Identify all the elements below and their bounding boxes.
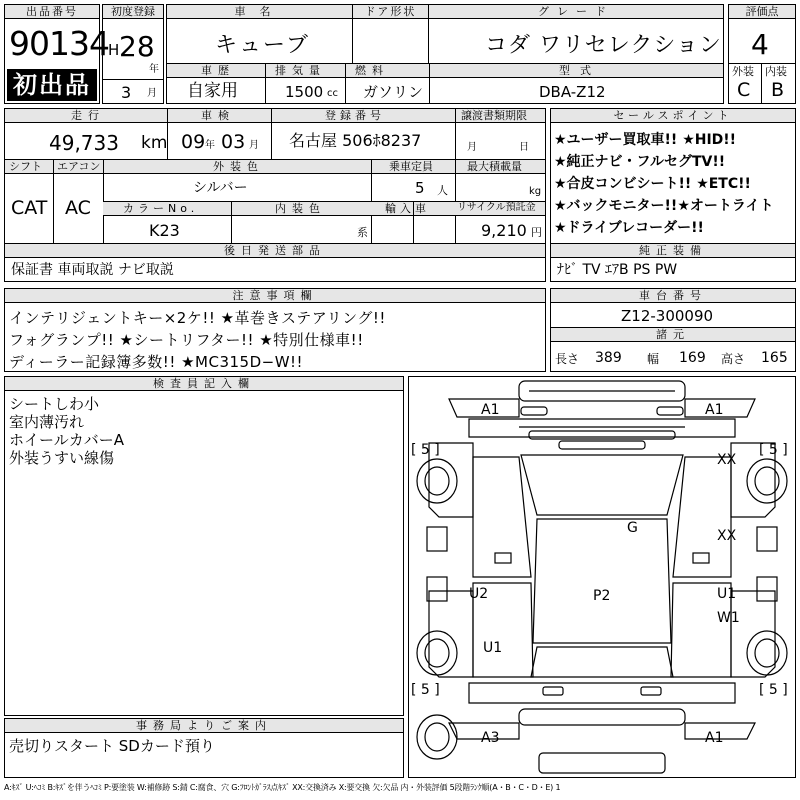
mark-right-rear-2: W1 xyxy=(717,610,740,626)
inspection-month: 03 xyxy=(221,131,246,153)
mark-rear-right: A1 xyxy=(705,730,724,746)
color-no-label: カラーNo. xyxy=(123,202,199,215)
year-unit: 年 xyxy=(149,64,159,75)
inspector-line: 外装うすい線傷 xyxy=(9,449,115,467)
inspection-label: 車検 xyxy=(201,109,235,122)
registration-box xyxy=(102,4,164,104)
car-outline xyxy=(409,377,795,777)
chassis-label: 車台番号 xyxy=(551,289,795,303)
displacement-value: 1500 xyxy=(285,83,324,101)
model-value: DBA-Z12 xyxy=(539,83,606,101)
plate-label: 登録番号 xyxy=(325,109,385,122)
lot-box xyxy=(4,4,109,104)
sales-line: ★合皮コンビシート!! ★ETC!! xyxy=(554,176,751,192)
color-value: シルバー xyxy=(193,180,248,196)
ac-value: AC xyxy=(65,197,91,219)
height-label: 高さ xyxy=(721,352,746,366)
transfer-label: 譲渡書類期限 xyxy=(461,109,527,122)
dims-label: 諸元 xyxy=(551,328,795,342)
inspection-year: 09 xyxy=(181,131,206,153)
sales-line: ★ユーザー買取車!! ★HID!! xyxy=(554,132,737,148)
inspection-year-unit: 年 xyxy=(205,140,215,151)
inspector-line: ホイールカバーA xyxy=(9,431,124,449)
mark-rear-left: A3 xyxy=(481,730,500,746)
kg-unit: kg xyxy=(529,186,542,197)
footer-legend: A:ｷｽﾞ U:ﾍｺﾐ B:ｷｽﾞを伴うﾍｺﾐ P:要塗装 W:補修跡 S:錆 C:腐食、穴 G:ﾌﾛﾝﾄｶﾞﾗｽ点ｷｽﾞ XX:交換済み X:要交換 欠:欠品 内・外装評価 5段階ﾗﾝｸ順(A・B・C・D・E) 1 xyxy=(4,783,561,792)
recycle-label: リサイクル預託金 xyxy=(457,202,536,213)
registration-label: 初度登録 xyxy=(103,5,163,19)
lot-label: 出品番号 xyxy=(5,5,99,19)
mileage-label: 走行 xyxy=(71,109,105,122)
mark-right-bottom: [ 5 ] xyxy=(759,682,788,698)
sales-line: ★バックモニター!!★オートライト xyxy=(554,198,774,214)
yen-unit: 円 xyxy=(531,226,542,239)
later-parts-value: 保証書 車両取説 ナビ取説 xyxy=(11,262,174,278)
shift-value: CAT xyxy=(11,197,48,219)
person-unit: 人 xyxy=(437,184,448,197)
exterior-label: 外装 xyxy=(732,65,754,78)
office-label: 事務局よりご案内 xyxy=(5,719,403,733)
capacity-value: 5 xyxy=(415,179,425,197)
mark-front-right: A1 xyxy=(705,402,724,418)
color-no-value: K23 xyxy=(149,221,180,240)
mark-left-rear: U2 xyxy=(469,586,489,602)
chassis-number: Z12-300090 xyxy=(621,307,714,325)
registration-month: 3 xyxy=(121,83,132,102)
int-color-label: 内装色 xyxy=(275,202,326,215)
mark-left-bottom: [ 5 ] xyxy=(411,682,440,698)
sales-points xyxy=(554,129,773,239)
plate-value: 名古屋 506ﾎ8237 xyxy=(289,131,422,150)
shift-label: シフト xyxy=(9,160,42,173)
model-label: 型式 xyxy=(559,64,601,77)
score-box xyxy=(728,4,796,104)
later-parts-label: 後日発送部品 xyxy=(5,244,545,258)
car-diagram xyxy=(408,376,796,778)
car-name: キューブ xyxy=(215,33,310,58)
load-label: 最大積載量 xyxy=(467,160,522,173)
mark-windshield: G xyxy=(627,520,638,536)
fuel-label: 燃料 xyxy=(355,64,389,77)
note-line: ディーラー記録簿多数!! ★MC315D−W!! xyxy=(9,353,304,371)
cc-unit: cc xyxy=(327,88,338,99)
exterior-grade: C xyxy=(737,79,751,101)
door-label: ドア形状 xyxy=(353,5,428,19)
mark-front-left: A1 xyxy=(481,402,500,418)
month-unit: 月 xyxy=(147,88,157,99)
registration-year: 28 xyxy=(119,30,155,63)
sales-line: ★ドライブレコーダー!! xyxy=(554,220,704,236)
fuel-value: ガソリン xyxy=(363,83,424,101)
sales-box xyxy=(550,108,796,282)
mark-left-top: [ 5 ] xyxy=(411,442,440,458)
details-box xyxy=(4,108,546,282)
equipment-value: ﾅﾋﾞ TV ｴｱB PS PW xyxy=(557,262,678,278)
inspector-box xyxy=(4,376,404,716)
chassis-box xyxy=(550,288,796,372)
history-value: 自家用 xyxy=(187,81,238,101)
notes-box xyxy=(4,288,546,372)
width-value: 169 xyxy=(679,350,706,366)
inspector-line: シートしわ小 xyxy=(9,395,100,413)
sales-line: ★純正ナビ・フルセグTV!! xyxy=(554,154,726,170)
width-label: 幅 xyxy=(647,352,660,366)
mark-left-wheel: U1 xyxy=(483,640,503,656)
displacement-label: 排気量 xyxy=(275,64,326,77)
transfer-day-unit: 日 xyxy=(519,142,529,153)
history-label: 車歴 xyxy=(201,64,235,77)
mark-right-top: [ 5 ] xyxy=(759,442,788,458)
length-value: 389 xyxy=(595,350,622,366)
ac-label: エアコン xyxy=(57,160,101,173)
mileage-value: 49,733 xyxy=(49,131,119,155)
recycle-value: 9,210 xyxy=(481,221,527,240)
mark-right-door: XX xyxy=(717,528,737,544)
import-label: 輸入車 xyxy=(385,202,430,215)
mark-roof: P2 xyxy=(593,588,611,604)
note-line: インテリジェントキー×2ケ!! ★革巻きステアリング!! xyxy=(9,309,386,327)
int-color-unit: 系 xyxy=(357,226,368,239)
inspector-line: 室内薄汚れ xyxy=(9,413,85,431)
car-info-box xyxy=(166,4,724,104)
first-listing-text: 初出品 xyxy=(13,71,91,99)
interior-label: 内装 xyxy=(765,65,787,78)
sales-label: セールスポイント xyxy=(551,109,795,123)
office-box xyxy=(4,718,404,778)
capacity-label: 乗車定員 xyxy=(389,160,433,173)
height-value: 165 xyxy=(761,350,788,366)
note-line: フォグランプ!! ★シートリフター!! ★特別仕様車!! xyxy=(9,331,364,349)
equipment-label: 純正装備 xyxy=(551,244,795,258)
inspector-label: 検査員記入欄 xyxy=(5,377,403,391)
score-label: 評価点 xyxy=(729,5,795,19)
grade-value: コダ ワリセレクション xyxy=(485,33,722,58)
grade-label: グレード xyxy=(429,5,723,19)
era-letter: H xyxy=(108,41,120,59)
office-value: 売切りスタート SDカード預り xyxy=(9,737,215,755)
km-unit: km xyxy=(141,133,168,153)
score-value: 4 xyxy=(751,28,769,61)
lot-number: 90134 xyxy=(9,24,109,63)
color-label: 外装色 xyxy=(213,160,264,173)
car-name-label: 車名 xyxy=(167,5,352,19)
transfer-month-unit: 月 xyxy=(467,142,477,153)
inspection-month-unit: 月 xyxy=(249,140,259,151)
mark-right-fender: XX xyxy=(717,452,737,468)
length-label: 長さ xyxy=(555,352,580,366)
interior-grade: B xyxy=(771,79,785,101)
notes-label: 注意事項欄 xyxy=(5,289,545,303)
mark-right-rear: U1 xyxy=(717,586,737,602)
